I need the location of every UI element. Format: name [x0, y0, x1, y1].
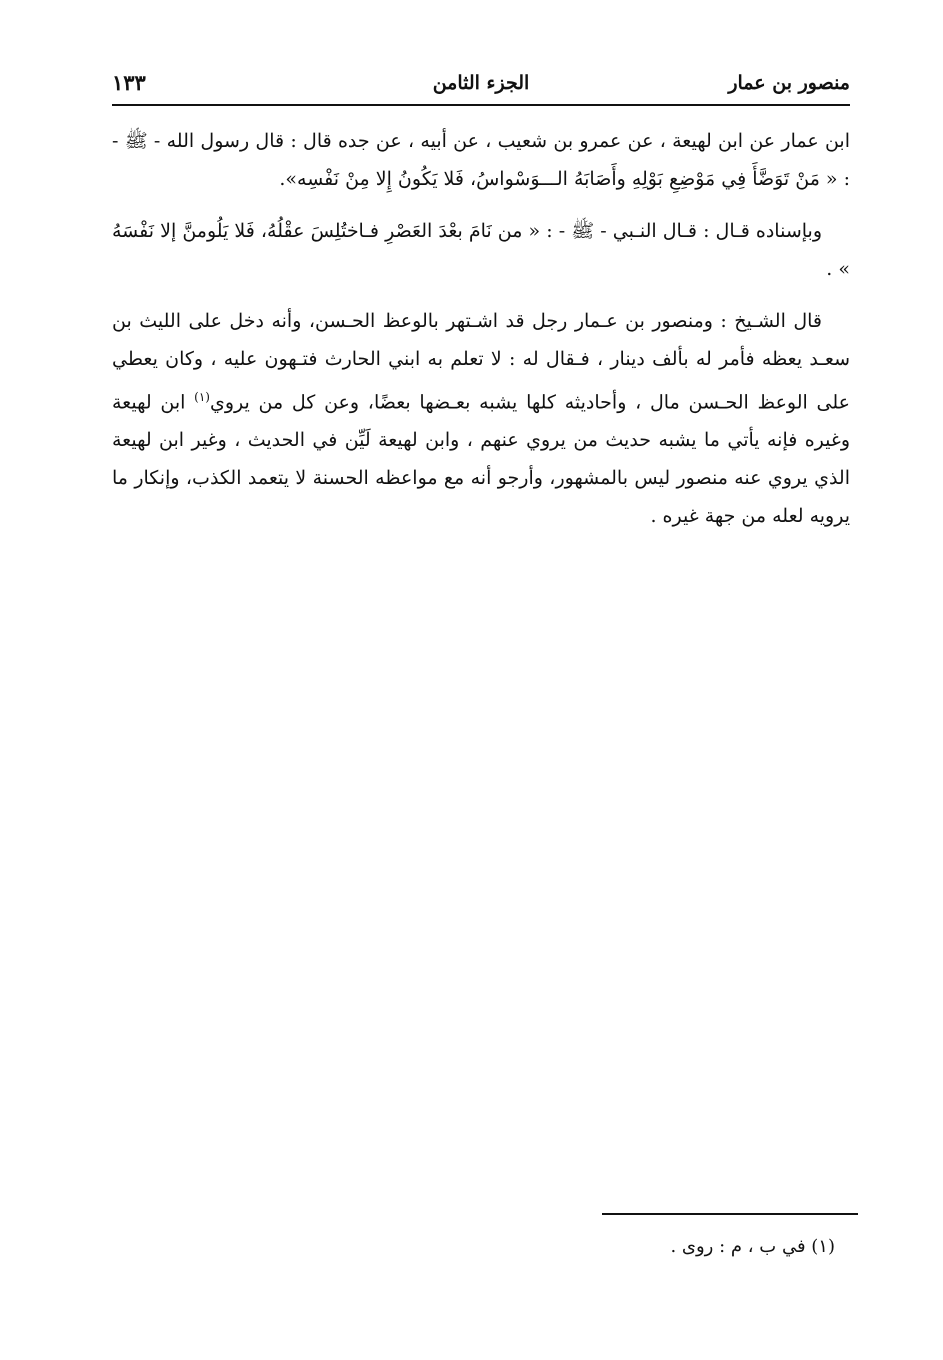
header-divider	[112, 104, 850, 106]
commentary-text-end: ابن لهيعة وغيره فإنه يأتي ما يشبه حديث من يروي عنهم ، وابن لهيعة لَيِّن في الحديث ، وغير ابن لهيعة الذي يروي عنه منصور ليس بالمشهور، وأرجو أنه مع مواعظه الحسنة لا يتعمد الكذب، وإنكار ما يرويه لعله من جهة غيره .	[112, 391, 850, 528]
paragraph-hadith-2: وبإسناده قـال : قـال النـبي - ﷺ - : « من نَامَ بعْدَ العَصْرِ فـاختُلِسَ عقْلُهُ، فَلا يَلُومنَّ إلا نَفْسَهُ » .	[112, 220, 850, 280]
footnote-divider	[602, 1213, 858, 1215]
main-text	[112, 122, 850, 535]
footnote-marker: (١)	[194, 390, 210, 404]
footnote: (١) في ب ، م : روى .	[670, 1236, 835, 1257]
paragraph-commentary	[112, 302, 850, 535]
paragraph-hadith-1: ابن عمار عن ابن لهيعة ، عن عمرو بن شعيب ، عن أبيه ، عن جده قال : قال رسول الله - ﷺ - : « مَنْ تَوَضَّأَ فِي مَوْضِعِ بَوْلِهِ وأَصَابَهُ الـــوَسْواسُ، فَلا يَكُونُ إِلا مِنْ نَفْسِه».	[112, 130, 850, 190]
page-number: ١٣٣	[112, 70, 146, 95]
header-volume: الجزء الثامن	[432, 72, 530, 94]
running-header	[112, 68, 850, 102]
commentary-text-start: قال الشـيخ : ومنصور بن عـمار رجل قد اشـتهر بالوعظ الحـسن، وأنه دخل على الليث بن سعـد يعظه فأمر له بألف دينار ، فـقال له : لا تعلم به ابني الحارث فتـهون عليه ، وكان يعطي على الوعظ الحـسن مال ، وأحاديثه كلها يشبه بعـضها بعضًا، وعن كل من يروي	[112, 310, 850, 414]
header-author: منصور بن عمار	[728, 72, 850, 94]
